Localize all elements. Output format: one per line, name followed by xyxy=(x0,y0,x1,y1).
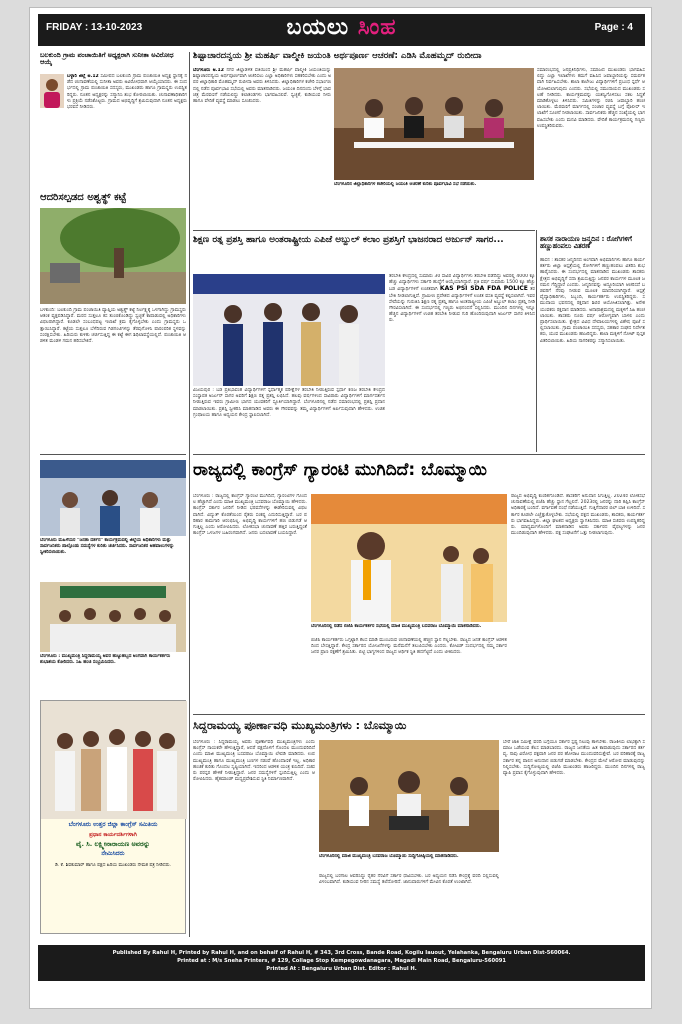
newspaper-title: ಬಯಲು ಸಿಂಹ xyxy=(286,15,397,40)
ad-small: ಡಿ. ಕೆ. ಶಿವಕುಮಾರ್ ಹಾಗೂ ಪಕ್ಷದ ಹಿರಿಯ ಮುಖಂಡರು ನೇಮಕ ಪತ್ರ ನೀಡಿದರು. xyxy=(54,863,171,869)
siddu-col1: ಬೆಂಗಳೂರು : ಸಿದ್ದರಾಮಯ್ಯ ಅವರು ಪೂರ್ಣಾವಧಿ ಮುಖ್ಯಮಂತ್ರಿಗಳು ಎಂದು ಕಾಂಗ್ರೆಸ್ ನಾಯಕರೇ ಹೇಳುತ್ತಿದ್ದಾರೆ, ಆದರೆ ಪಕ್ಷದೊಳಗೆ ಗೊಂದಲ ಮುಂದುವರಿದಿದೆ ಎಂದು ಮಾಜಿ ಮುಖ್ಯಮಂತ್ರಿ ಬಸವರಾಜ ಬೊಮ್ಮಾಯಿ ಲೇವಡಿ ಮಾಡಿದರು. ಉಪಮುಖ್ಯಮಂತ್ರಿ ಹಾಗೂ ಮುಖ್ಯಮಂತ್ರಿ ಬಣಗಳ ನಡುವೆ ಹೊಂದಾಣಿಕೆ ಇಲ್ಲ. ಅಧಿಕಾರ ಹಂಚಿಕೆ ಕುರಿತು ಗೊಂದಲ ಸೃಷ್ಟಿಯಾಗಿದೆ. ಇದರಿಂದ ಆಡಳಿತ ಯಂತ್ರ ಕುಸಿದಿದೆ. ಸಚಿವರು ಪರಸ್ಪರ ಹೇಳಿಕೆ ನೀಡುತ್ತಿದ್ದಾರೆ. ಜನರ ಸಮಸ್ಯೆಗಳಿಗೆ ಸ್ಪಂದಿಸುತ್ತಿಲ್ಲ ಎಂದು ಆರೋಪಿಸಿದರು. ಹೈಕಮಾಂಡ್ ಮಧ್ಯಪ್ರವೇಶಿಸುವ ಸ್ಥಿತಿ ನಿರ್ಮಾಣವಾಗಿದೆ. xyxy=(193,740,315,783)
tree-photo xyxy=(40,208,186,304)
divider xyxy=(193,230,535,231)
bommai-photo xyxy=(311,494,507,622)
masthead xyxy=(38,14,645,46)
appointment-ad xyxy=(40,700,186,934)
imprint-line1: Published By Rahul H, Printed by Rahul H, and on behalf of Rahul H, # 343, 3rd Cross, Bande Road, Kogilu Iauout, Yelahanka, Bengaluru Urban Dist-560064. xyxy=(112,950,571,956)
meeting-caption: ಬೆಂಗಳೂರಿನ ಜಿಲ್ಲಾಧಿಕಾರಿಗಳ ಕಚೇರಿಯಲ್ಲಿ ಜಯಂತಿ ಆಚರಣೆ ಕುರಿತು ಪೂರ್ವಭಾವಿ ಸಭೆ ನಡೆಯಿತು. xyxy=(334,182,477,187)
bommai-caption: ಬೆಂಗಳೂರಿನಲ್ಲಿ ನಡೆದ ಬಿಜೆಪಿ ಕಾರ್ಯಕರ್ತರ ಸಭೆಯಲ್ಲಿ ಮಾಜಿ ಮುಖ್ಯಮಂತ್ರಿ ಬಸವರಾಜ ಬೊಮ್ಮಾಯಿ ಮಾತನಾಡಿದರು. xyxy=(311,624,482,629)
award-photo xyxy=(193,274,385,386)
meeting-photo xyxy=(334,68,534,180)
janata-darshan-photo xyxy=(40,460,186,536)
siddu-headline: ಸಿದ್ದರಾಮಯ್ಯ ಪೂರ್ಣಾವಧಿ ಮುಖ್ಯಮಂತ್ರಿಗಳು : ಬೊಮ್ಮಾಯಿ xyxy=(193,719,407,732)
top-story-body-mid xyxy=(334,196,534,226)
press-meet-photo xyxy=(319,740,499,852)
main-col1: ಬೆಂಗಳೂರು : ರಾಜ್ಯದಲ್ಲಿ ಕಾಂಗ್ರೆಸ್ ಗ್ಯಾರಂಟಿ ಮುಗಿದಿದೆ, ಗ್ಯಾರಂಟಿಗಳ ಗೊಂದಲ ಹೆಚ್ಚಾಗಿದೆ ಎಂದು ಮಾಜಿ ಮುಖ್ಯಮಂತ್ರಿ ಬಸವರಾಜ ಬೊಮ್ಮಾಯಿ ಹೇಳಿದರು. ಕಾಂಗ್ರೆಸ್ ಸರ್ಕಾರ ಜನರಿಗೆ ನೀಡಿದ ಭರವಸೆಗಳನ್ನು ಈಡೇರಿಸುವಲ್ಲಿ ವಿಫಲವಾಗಿದೆ. ವಿದ್ಯುತ್ ಕೊರತೆಯಿಂದ ರೈತರು ಸಂಕಷ್ಟ ಎದುರಿಸುತ್ತಿದ್ದಾರೆ. ಬರ ಪರಿಹಾರ ಕಾಮಗಾರಿ ಆರಂಭಿಸಿಲ್ಲ. ಅಭಿವೃದ್ಧಿ ಕಾರ್ಯಗಳಿಗೆ ಹಣ ಬಿಡುಗಡೆ ಆಗುತ್ತಿಲ್ಲ ಎಂದು ಆರೋಪಿಸಿದರು. ಲೋಕಸಭಾ ಚುನಾವಣೆ ಹತ್ತಿರ ಬರುತ್ತಿದ್ದಂತೆ ಕಾಂಗ್ರೆಸ್ ಒಳಜಗಳ ಬಹಿರಂಗವಾಗಿದೆ. ಜನರು ಬದಲಾವಣೆ ಬಯಸಿದ್ದಾರೆ. xyxy=(193,494,307,537)
imprint-line2: Printed at : M/s Sneha Printers, # 129, Collage Stop Kempegowdanagara, Magadi Main Road, Bengaluru-560091 xyxy=(177,958,506,964)
sunitha-photo xyxy=(40,74,64,108)
caption-janata-darshan: ಬೆಂಗಳೂರು ಮಹಿಳೆಯರ "ಜನತಾ ದರ್ಶನ" ಕಾರ್ಯಕ್ರಮದಲ್ಲಿ ಜಿಲ್ಲೆಯ ಅಧಿಕಾರಿಗಳು ಮತ್ತು ಸಾರ್ವಜನಿಕರು ಪಾಲ್ಗೊಂಡು ಸಮಸ್ಯೆಗಳ ಕುರಿತು ಚರ್ಚಿಸಿದರು. ಸಾರ್ವಜನಿಕರ ಅಹವಾಲುಗಳನ್ನು ಸ್ವೀಕರಿಸಲಾಯಿತು. xyxy=(40,538,175,555)
main-col2: ಬಿಜೆಪಿ ಕಾರ್ಯಕರ್ತರು ಒಗ್ಗಟ್ಟಾಗಿ ಕೆಲಸ ಮಾಡಿ ಮುಂಬರುವ ಚುನಾವಣೆಯಲ್ಲಿ ಹೆಚ್ಚಿನ ಸ್ಥಾನ ಗೆಲ್ಲಬೇಕು. ರಾಜ್ಯದ ಜನತೆ ಕಾಂಗ್ರೆಸ್ ಆಡಳಿತದಿಂದ ಬೇಸತ್ತಿದ್ದಾರೆ. ಕೇಂದ್ರ ಸರ್ಕಾರದ ಯೋಜನೆಗಳನ್ನು ಮನೆಮನೆಗೆ ತಲುಪಿಸಬೇಕು ಎಂದರು. ಕೋವಿಡ್ ಸಂದರ್ಭದಲ್ಲಿ ನಮ್ಮ ಸರ್ಕಾರ ಜನರ ಪ್ರಾಣ ರಕ್ಷಣೆಗೆ ಶ್ರಮಿಸಿತು. ಬಿಟ್ಟಿ ಭಾಗ್ಯಗಳಿಂದ ರಾಜ್ಯದ ಆರ್ಥಿಕ ಸ್ಥಿತಿ ಹದಗೆಟ್ಟಿದೆ ಎಂದು ಟೀಕಿಸಿದರು. xyxy=(311,638,507,656)
award-body-right: ತರಬೇತಿ ಕೇಂದ್ರದಲ್ಲಿ ಸುಮಾರು 30 ಸಾವಿರ ವಿದ್ಯಾರ್ಥಿಗಳು ತರಬೇತಿ ಪಡೆದಿದ್ದು ಅವರಲ್ಲಿ 4000 ಕ್ಕೂ ಹೆಚ್ಚು ವಿದ್ಯಾರ್ಥಿಗಳು ಸರ್ಕಾರಿ ಹುದ್ದೆಗೆ ಆಯ್ಕೆಯಾಗಿದ್ದಾರೆ. ಪ್ರತಿ ವರ್ಷ ಸುಮಾರು 1500 ಕ್ಕೂ ಹೆಚ್ಚು ಬಡ ವಿದ್ಯಾರ್ಥಿಗಳಿಗೆ ಉಚಿತವಾಗಿ KAS PSI SDA FDA POLICE ತರಬೇತಿ ನೀಡಲಾಗುತ್ತಿದೆ. ಗ್ರಾಮೀಣ ಪ್ರದೇಶದ ವಿದ್ಯಾರ್ಥಿಗಳಿಗೆ ಉಚಿತ ವಸತಿ ವ್ಯವಸ್ಥೆ ಕಲ್ಪಿಸಲಾಗಿದೆ. ಇವರ ಸೇವೆಯನ್ನು ಗುರುತಿಸಿ ಶಿಕ್ಷಣ ರತ್ನ ಪ್ರಶಸ್ತಿ ಹಾಗೂ ಅಂತರಾಷ್ಟ್ರೀಯ ಎಪಿಜೆ ಅಬ್ದುಲ್ ಕಲಾಂ ಪ್ರಶಸ್ತಿ ನೀಡಿ ಗೌರವಿಸಲಾಗಿದೆ. ಈ ಸಂದರ್ಭದಲ್ಲಿ ಗಣ್ಯರು ಅಭಿನಂದನೆ ಸಲ್ಲಿಸಿದರು. ಮುಂದಿನ ದಿನಗಳಲ್ಲಿ ಇನ್ನೂ ಹೆಚ್ಚಿನ ವಿದ್ಯಾರ್ಥಿಗಳಿಗೆ ಉಚಿತ ತರಬೇತಿ ನೀಡುವ ಗುರಿ ಹೊಂದಿರುವುದಾಗಿ ಅರ್ಜುನ್ ಸಾಗರ ತಿಳಿಸಿದರು. xyxy=(389,274,535,324)
press-meet-caption: ಬೆಂಗಳೂರಿನಲ್ಲಿ ಮಾಜಿ ಮುಖ್ಯಮಂತ್ರಿ ಬಸವರಾಜ ಬೊಮ್ಮಾಯಿ ಸುದ್ದಿಗೋಷ್ಠಿಯಲ್ಲಿ ಮಾತನಾಡಿದರು. xyxy=(319,854,459,859)
issue-date: FRIDAY : 13-10-2023 xyxy=(46,22,143,33)
siddu-col2: ರಾಜ್ಯದಲ್ಲಿ ಬರಗಾಲ ಆವರಿಸಿದ್ದು ರೈತರ ನೆರವಿಗೆ ಸರ್ಕಾರ ಧಾವಿಸಬೇಕು. ಬರ ಅಧ್ಯಯನ ನಡೆಸಿ ಕೇಂದ್ರಕ್ಕೆ ವರದಿ ಸಲ್ಲಿಸುವಲ್ಲಿ ವಿಳಂಬವಾಗಿದೆ. ಕುಡಿಯುವ ನೀರಿನ ಸಮಸ್ಯೆ ತಲೆದೋರಿದೆ. ಜಾನುವಾರುಗಳಿಗೆ ಮೇವಿನ ಕೊರತೆ ಉಂಟಾಗಿದೆ. xyxy=(319,874,499,886)
main-headline: ರಾಜ್ಯದಲ್ಲಿ ಕಾಂಗ್ರೆಸ್ ಗ್ಯಾರಂಟಿ ಮುಗಿದಿದೆ: ಬೊಮ್ಮಾಯಿ xyxy=(193,460,487,480)
column-rule xyxy=(189,52,190,937)
imprint-footer xyxy=(38,945,645,981)
divider xyxy=(193,714,645,715)
newspaper-page xyxy=(29,7,652,1009)
story2-body: ಬಳಕುಂದಿ: ಬಲಕುಂದಿ ಗ್ರಾಮ ಪಂಚಾಯಿತಿ ವ್ಯಾಪ್ತಿಯ ಅಶ್ವತ್ಥ್ ಕಟ್ಟೆ ನಿರ್ಲಕ್ಷ್ಯಕ್ಕೆ ಒಳಗಾಗಿದ್ದು ಗ್ರಾಮಸ್ಥರು ಆತಂಕ ವ್ಯಕ್ತಪಡಿಸಿದ್ದಾರೆ. ಮರದ ಸುತ್ತಲೂ ಕಸ ತುಂಬಿಕೊಂಡಿದ್ದು ಸ್ವಚ್ಛತೆ ಕಾಪಾಡುವಲ್ಲಿ ಅಧಿಕಾರಿಗಳು ವಿಫಲರಾಗಿದ್ದಾರೆ. ಕೂಡಲೇ ಸಂಬಂಧಪಟ್ಟ ಇಲಾಖೆ ಕ್ರಮ ಕೈಗೊಳ್ಳಬೇಕು ಎಂದು ಗ್ರಾಮಸ್ಥರು ಒತ್ತಾಯಿಸಿದ್ದಾರೆ. ಕಟ್ಟೆಯ ಸುತ್ತಲೂ ಬೆಳೆದಿರುವ ಗಿಡಗಂಟಿಗಳನ್ನು ತೆರವುಗೊಳಿಸಿ ಪಾರಂಪರಿಕ ಸ್ಥಳವನ್ನು ಸಂರಕ್ಷಿಸಬೇಕು. ಹಿರಿಯರು ಕುಳಿತು ಚರ್ಚಿಸುತ್ತಿದ್ದ ಈ ಕಟ್ಟೆ ಈಗ ಶಿಥಿಲಾವಸ್ಥೆಯಲ್ಲಿದೆ. ಪಂಚಾಯಿತಿ ಆಡಳಿತ ಮಂಡಳಿ ಗಮನ ಹರಿಸಬೇಕಿದೆ. xyxy=(40,308,186,345)
column-rule xyxy=(536,230,537,452)
imprint-line3: Printed At : Bengaluru Urban Dist. Editor : Rahul H. xyxy=(266,966,417,972)
top-story-body-left: ಬೆಂಗಳೂರು ಅ.12 ನಗರ ಜಿಲ್ಲಾಡಳಿತ ವತಿಯಿಂದ ಶ್ರೀ ಮಹರ್ಷಿ ವಾಲ್ಮೀಕಿ ಜಯಂತಿಯನ್ನು ಶಿಷ್ಟಾಚಾರದನ್ವಯ ಅರ್ಥಪೂರ್ಣವಾಗಿ ಆಚರಿಸಲು ಎಲ್ಲಾ ಅಧಿಕಾರಿಗಳು ಸಹಕರಿಸಬೇಕು ಎಂದು ಅಪರ ಜಿಲ್ಲಾಧಿಕಾರಿ ಮೊಹಮ್ಮದ್ ರುಬೀದಾ ಅವರು ತಿಳಿಸಿದರು. ಜಿಲ್ಲಾಧಿಕಾರಿಗಳ ಕಚೇರಿ ಸಭಾಂಗಣದಲ್ಲಿ ನಡೆದ ಪೂರ್ವಭಾವಿ ಸಭೆಯಲ್ಲಿ ಅವರು ಮಾತನಾಡಿದರು. ಜಯಂತಿ ದಿನದಂದು ಬೆಳಿಗ್ಗೆ ಭಾವಚಿತ್ರ ಮೆರವಣಿಗೆ ನಡೆಯಲಿದ್ದು ಕಲಾತಂಡಗಳು ಭಾಗವಹಿಸಲಿವೆ. ಸ್ವಚ್ಛತೆ, ಕುಡಿಯುವ ನೀರು ಹಾಗೂ ವೇದಿಕೆ ವ್ಯವಸ್ಥೆ ಮಾಡಲು ಸೂಚಿಸಿದರು. xyxy=(193,68,331,105)
page-number: Page : 4 xyxy=(594,22,633,33)
story1-headline: ಬಲಕುಂದಿ ಗ್ರಾಮ ಪಂಚಾಯಿತಿಗೆ ಅಧ್ಯಕ್ಷರಾಗಿ ಸುನೀತಾ ಅವಿರೋಧ ಆಯ್ಕೆ xyxy=(40,51,174,67)
right-story-headline: ಶಾಸಕ ನಾರಾಯಣ ಜನ್ಮದಿನ : ರೋಗಿಗಳಿಗೆ ಹಣ್ಣುಹಂಪಲು ವಿತರಣೆ xyxy=(540,235,632,251)
top-story-body-right: ಸಮಾರಂಭದಲ್ಲಿ ಜನಪ್ರತಿನಿಧಿಗಳು, ಸಮಾಜದ ಮುಖಂಡರು ಭಾಗವಹಿಸಲಿದ್ದು ಎಲ್ಲಾ ಇಲಾಖೆಗಳು ತಮಗೆ ವಹಿಸಿದ ಜವಾಬ್ದಾರಿಯನ್ನು ಸಮರ್ಪಕವಾಗಿ ನಿರ್ವಹಿಸಬೇಕು. ಶಾಲಾ ಕಾಲೇಜು ವಿದ್ಯಾರ್ಥಿಗಳಿಗೆ ಪ್ರಬಂಧ ಸ್ಪರ್ಧೆ ಆಯೋಜಿಸಲಾಗುವುದು ಎಂದರು. ಸಭೆಯಲ್ಲಿ ಸಮುದಾಯದ ಮುಖಂಡರು ಸಲಹೆ ನೀಡಿದರು. ಕಾರ್ಯಕ್ರಮವನ್ನು ಯಶಸ್ವಿಗೊಳಿಸಲು ಸಕಲ ಸಿದ್ಧತೆ ಮಾಡಿಕೊಳ್ಳಲು ತಿಳಿಸಿದರು. ಸಮಿತಿಗಳನ್ನು ರಚಿಸಿ ಜವಾಬ್ದಾರಿ ಹಂಚಲಾಯಿತು. ಮೆರವಣಿಗೆ ಮಾರ್ಗದಲ್ಲಿ ಸಂಚಾರ ವ್ಯವಸ್ಥೆ ಬಗ್ಗೆ ಪೊಲೀಸ್ ಇಲಾಖೆಗೆ ಸೂಚನೆ ನೀಡಲಾಯಿತು. ಸಾರ್ವಜನಿಕರು ಹೆಚ್ಚಿನ ಸಂಖ್ಯೆಯಲ್ಲಿ ಭಾಗವಹಿಸಬೇಕು ಎಂದು ಮನವಿ ಮಾಡಿದರು. ವೇದಿಕೆ ಕಾರ್ಯಕ್ರಮದಲ್ಲಿ ಗಣ್ಯರು ಉಪಸ್ಥಿತರಿರುವರು. xyxy=(537,68,645,129)
divider xyxy=(40,454,186,455)
right-story-body: ಹಾಸನ : ಶಾಸಕರ ಜನ್ಮದಿನದ ಅಂಗವಾಗಿ ಅಭಿಮಾನಿಗಳು ಹಾಗೂ ಕಾರ್ಯಕರ್ತರು ಜಿಲ್ಲಾ ಆಸ್ಪತ್ರೆಯಲ್ಲಿ ರೋಗಿಗಳಿಗೆ ಹಣ್ಣುಹಂಪಲು ವಿತರಿಸಿ ಶುಭ ಹಾರೈಸಿದರು. ಈ ಸಂದರ್ಭದಲ್ಲಿ ಮಾತನಾಡಿದ ಮುಖಂಡರು ಶಾಸಕರು ಕ್ಷೇತ್ರದ ಅಭಿವೃದ್ಧಿಗೆ ಸದಾ ಶ್ರಮಿಸುತ್ತಿದ್ದು ಜನಪರ ಕಾರ್ಯಗಳ ಮೂಲಕ ಜನಮನ ಗೆದ್ದಿದ್ದಾರೆ ಎಂದರು. ಜನ್ಮದಿನವನ್ನು ಅದ್ದೂರಿಯಾಗಿ ಆಚರಿಸದೆ ಬಡವರಿಗೆ ನೆರವು ನೀಡುವ ಮೂಲಕ ಮಾದರಿಯಾಗಿದ್ದಾರೆ. ಆಸ್ಪತ್ರೆ ವೈದ್ಯಾಧಿಕಾರಿಗಳು, ಸಿಬ್ಬಂದಿ, ಕಾರ್ಯಕರ್ತರು ಉಪಸ್ಥಿತರಿದ್ದರು. ಸಮುದಾಯ ಭವನದಲ್ಲಿ ರಕ್ತದಾನ ಶಿಬಿರ ಆಯೋಜಿಸಲಾಗಿತ್ತು. ಅನೇಕ ಯುವಕರು ರಕ್ತದಾನ ಮಾಡಿದರು. ಅನಾಥಾಶ್ರಮದಲ್ಲಿ ಮಕ್ಕಳಿಗೆ ಸಿಹಿ ಹಂಚಲಾಯಿತು. ಶಾಸಕರು ನೂರು ವರ್ಷ ಆರೋಗ್ಯವಾಗಿ ಬಾಳಲಿ ಎಂದು ಪ್ರಾರ್ಥಿಸಲಾಯಿತು. ಕ್ಷೇತ್ರದ ವಿವಿಧ ದೇವಾಲಯಗಳಲ್ಲಿ ವಿಶೇಷ ಪೂಜೆ ಸಲ್ಲಿಸಲಾಯಿತು. ಗ್ರಾಮ ಪಂಚಾಯಿತಿ ಸದಸ್ಯರು, ಸಹಕಾರ ಸಂಘದ ನಿರ್ದೇಶಕರು, ಯುವ ಮುಖಂಡರು ಹಾಜರಿದ್ದರು. ಶಾಲಾ ಮಕ್ಕಳಿಗೆ ನೋಟ್ ಪುಸ್ತಕ ವಿತರಿಸಲಾಯಿತು. ಹಿರಿಯ ನಾಗರಿಕರನ್ನು ಸನ್ಮಾನಿಸಲಾಯಿತು. xyxy=(540,258,645,344)
ad-line3: ವೈ. ಸಿ. ಲಕ್ಷ್ಮೀನಾರಾಯಣ ಅವರನ್ನು xyxy=(76,839,150,848)
top-story-headline: ಶಿಷ್ಟಾಚಾರದನ್ವಯ ಶ್ರೀ ಮಹರ್ಷಿ ವಾಲ್ಮೀಕಿ ಜಯಂತಿ ಅರ್ಥಪೂರ್ಣ ಆಚರಣೆ: ಎಡಿಸಿ ಮೊಹಮ್ಮದ್ ರುಬೀದಾ xyxy=(193,51,482,61)
birthday-group-photo xyxy=(40,582,186,652)
divider xyxy=(193,454,645,455)
ad-line4: ನೇಮಿಸಿದರು xyxy=(101,849,125,857)
siddu-col3: ಬೇರೆ ಜಾತಿ ಸಮೀಕ್ಷೆ ವರದಿ ಬಗ್ಗೆಯೂ ಸರ್ಕಾರ ಸ್ಪಷ್ಟ ನಿಲುವು ತಾಳಬೇಕು. ರಾಜಕೀಯ ಲಾಭಕ್ಕಾಗಿ ಸಮಾಜ ಒಡೆಯುವ ಕೆಲಸ ಮಾಡಬಾರದು. ರಾಜ್ಯದ ಜನತೆಯ ಹಿತ ಕಾಪಾಡುವುದು ಸರ್ಕಾರದ ಕರ್ತವ್ಯ. ನಾವು ವಿರೋಧ ಪಕ್ಷವಾಗಿ ಜನರ ಪರ ಹೋರಾಟ ಮುಂದುವರಿಸುತ್ತೇವೆ. ಬರ ಪರಿಹಾರಕ್ಕೆ ರಾಜ್ಯ ಸರ್ಕಾರ ತನ್ನ ಪಾಲಿನ ಅನುದಾನ ಬಿಡುಗಡೆ ಮಾಡಬೇಕು. ಕೇಂದ್ರದ ಮೇಲೆ ಆರೋಪ ಮಾಡುವುದನ್ನು ನಿಲ್ಲಿಸಬೇಕು. ಸುದ್ದಿಗೋಷ್ಠಿಯಲ್ಲಿ ಬಿಜೆಪಿ ಮುಖಂಡರು ಹಾಜರಿದ್ದರು. ಮುಂದಿನ ದಿನಗಳಲ್ಲಿ ರಾಜ್ಯವ್ಯಾಪಿ ಪ್ರವಾಸ ಕೈಗೊಳ್ಳುವುದಾಗಿ ಹೇಳಿದರು. xyxy=(503,740,645,777)
ad-line1: ಬೆಂಗಳೂರು ಉತ್ತರ ಜಿಲ್ಲಾ ಕಾಂಗ್ರೆಸ್ ಸಮಿತಿಯ xyxy=(68,821,158,828)
caption-birthday: ಬೆಂಗಳೂರು : ಮುಖ್ಯಮಂತ್ರಿ ಸಿದ್ದರಾಮಯ್ಯ ಅವರ ಹುಟ್ಟುಹಬ್ಬದ ಅಂಗವಾಗಿ ಕಾರ್ಯಕರ್ತರು ಶುಭಾಶಯ ಕೋರಿದರು. ಸಿಹಿ ಹಂಚಿ ಸಂಭ್ರಮಿಸಿದರು. xyxy=(40,654,171,665)
ad-line2: ಪ್ರಧಾನ ಕಾರ್ಯದರ್ಶಿಗಳಾಗಿ xyxy=(89,831,137,838)
story1-body: ಬಳ್ಳಾರಿ ಜಿಲ್ಲೆ ಅ.12 ಸಮೀಪದ ಬಲಕುಂದಿ ಗ್ರಾಮ ಪಂಚಾಯಿತಿ ಅಧ್ಯಕ್ಷ ಸ್ಥಾನಕ್ಕೆ ನಡೆದ ಚುನಾವಣೆಯಲ್ಲಿ ಸುನೀತಾ ಅವರು ಅವಿರೋಧವಾಗಿ ಆಯ್ಕೆಯಾದರು. ಈ ಸಂದರ್ಭದಲ್ಲಿ ಗ್ರಾಮ ಪಂಚಾಯಿತಿ ಸದಸ್ಯರು, ಮುಖಂಡರು ಹಾಗೂ ಗ್ರಾಮಸ್ಥರು ಉಪಸ್ಥಿತರಿದ್ದರು. ನೂತನ ಅಧ್ಯಕ್ಷರನ್ನು ಸನ್ಮಾನಿಸಿ ಶುಭ ಕೋರಲಾಯಿತು. ಚುನಾವಣಾಧಿಕಾರಿಗಳು ಪ್ರಕ್ರಿಯೆ ನಡೆಸಿಕೊಟ್ಟರು. ಗ್ರಾಮದ ಅಭಿವೃದ್ಧಿಗೆ ಶ್ರಮಿಸುವುದಾಗಿ ನೂತನ ಅಧ್ಯಕ್ಷರು ಭರವಸೆ ನೀಡಿದರು. xyxy=(67,74,187,111)
award-body-bottom: ವಿಜಯಪುರ : ಬಡ ಪ್ರತಿಭಾವಂತ ವಿದ್ಯಾರ್ಥಿಗಳಿಗೆ ಸ್ಪರ್ಧಾತ್ಮಕ ಪರೀಕ್ಷೆಗಳ ತರಬೇತಿ ನೀಡುತ್ತಿರುವ ಸ್ಪರ್ಧಾ ಕಣಜ ತರಬೇತಿ ಕೇಂದ್ರದ ಸಂಸ್ಥಾಪಕ ಅರ್ಜುನ್ ಸಾಗರ ಅವರಿಗೆ ಶಿಕ್ಷಣ ರತ್ನ ಪ್ರಶಸ್ತಿ ಲಭಿಸಿದೆ. ಹಲವು ವರ್ಷಗಳಿಂದ ಸಾವಿರಾರು ವಿದ್ಯಾರ್ಥಿಗಳಿಗೆ ಮಾರ್ಗದರ್ಶನ ನೀಡುತ್ತಿರುವ ಇವರು ಗ್ರಾಮೀಣ ಭಾಗದ ಯುವಕರಿಗೆ ಸ್ಫೂರ್ತಿಯಾಗಿದ್ದಾರೆ. ಬೆಂಗಳೂರಿನಲ್ಲಿ ನಡೆದ ಸಮಾರಂಭದಲ್ಲಿ ಪ್ರಶಸ್ತಿ ಪ್ರದಾನ ಮಾಡಲಾಯಿತು. ಪ್ರಶಸ್ತಿ ಸ್ವೀಕರಿಸಿ ಮಾತನಾಡಿದ ಅವರು ಈ ಗೌರವವನ್ನು ತಮ್ಮ ವಿದ್ಯಾರ್ಥಿಗಳಿಗೆ ಅರ್ಪಿಸುವುದಾಗಿ ಹೇಳಿದರು. ಉಚಿತ ಗ್ರಂಥಾಲಯ ಹಾಗೂ ಅಧ್ಯಯನ ಕೇಂದ್ರ ಸ್ಥಾಪಿಸಲಾಗಿದೆ. xyxy=(193,388,385,418)
main-col3: ರಾಜ್ಯದ ಅಭಿವೃದ್ಧಿ ಕುಂಠಿತಗೊಂಡಿದೆ. ಶಾಸಕರಿಗೆ ಅನುದಾನ ಸಿಗುತ್ತಿಲ್ಲ. 2024ರ ಲೋಕಸಭೆ ಚುನಾವಣೆಯಲ್ಲಿ ಬಿಜೆಪಿ ಹೆಚ್ಚು ಸ್ಥಾನ ಗೆಲ್ಲಲಿದೆ. 2023ರಲ್ಲಿ ಜನರನ್ನು ದಾರಿ ತಪ್ಪಿಸಿ ಕಾಂಗ್ರೆಸ್ ಅಧಿಕಾರಕ್ಕೆ ಬಂದಿದೆ. ವರ್ಗಾವಣೆ ದಂಧೆ ನಡೆಯುತ್ತಿದೆ. ಗುತ್ತಿಗೆದಾರರ ಬಿಲ್ ಬಾಕಿ ಉಳಿದಿದೆ. ಸರ್ಕಾರ ಕೂಡಲೇ ಎಚ್ಚೆತ್ತುಕೊಳ್ಳಬೇಕು. ಸಭೆಯಲ್ಲಿ ಪಕ್ಷದ ಮುಖಂಡರು, ಶಾಸಕರು, ಕಾರ್ಯಕರ್ತರು ಭಾಗವಹಿಸಿದ್ದರು. ಜಿಲ್ಲಾ ಘಟಕದ ಅಧ್ಯಕ್ಷರು ಸ್ವಾಗತಿಸಿದರು. ಮಾಜಿ ಸಚಿವರು ಉಪಸ್ಥಿತರಿದ್ದರು. ಮಾಧ್ಯಮಗಳೊಂದಿಗೆ ಮಾತನಾಡಿದ ಅವರು ಸರ್ಕಾರದ ವೈಫಲ್ಯಗಳನ್ನು ಜನರ ಮುಂದಿಡುವುದಾಗಿ ಹೇಳಿದರು. ಪಕ್ಷ ಸಂಘಟನೆಗೆ ಒತ್ತು ನೀಡಲಾಗುವುದು. xyxy=(511,494,645,537)
award-headline: ಶಿಕ್ಷಣ ರತ್ನ ಪ್ರಶಸ್ತಿ ಹಾಗೂ ಅಂತರಾಷ್ಟ್ರೀಯ ಎಪಿಜೆ ಅಬ್ದುಲ್ ಕಲಾಂ ಪ್ರಶಸ್ತಿಗೆ ಭಾಜನರಾದ ಅರ್ಜುನ್ ಸಾಗರ... xyxy=(193,235,504,245)
story2-headline: ಆದರಿಸಲ್ಪಡದ ಅಶ್ವತ್ಥ್ ಕಟ್ಟೆ xyxy=(40,192,127,203)
